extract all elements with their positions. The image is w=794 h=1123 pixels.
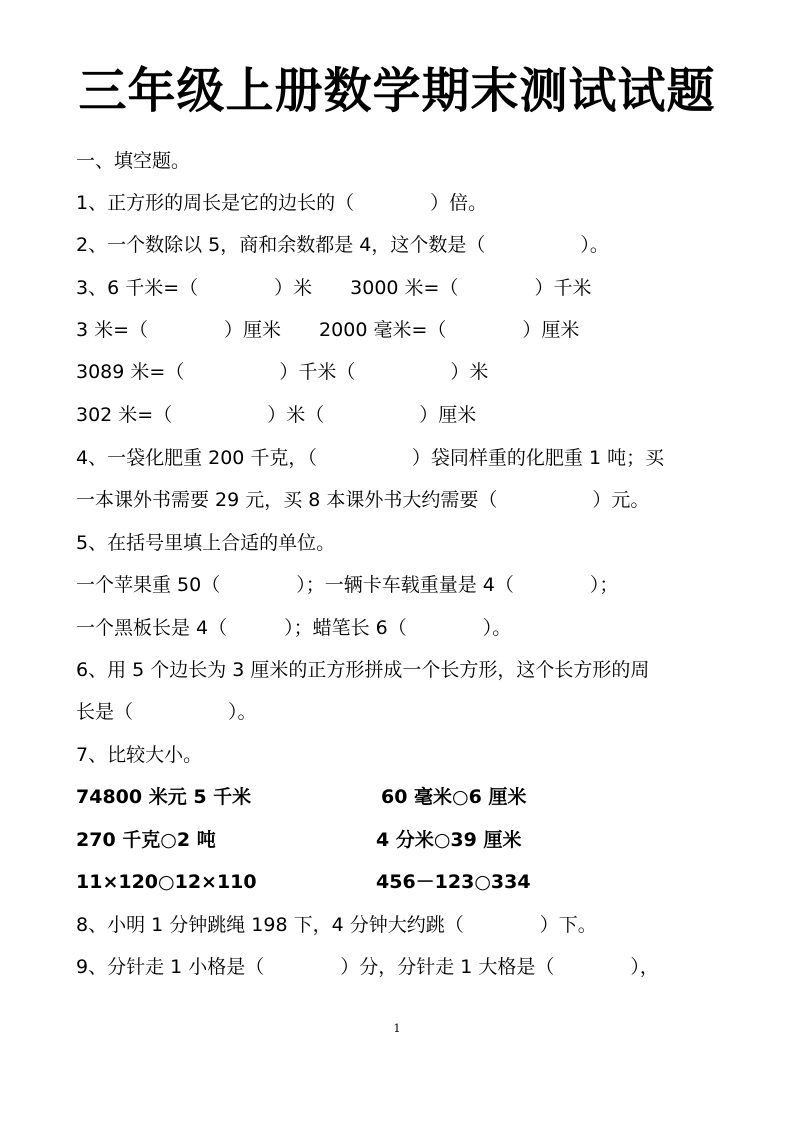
question-5-line-2: 一个黑板长是 4（ ）；蜡笔长 6（ ）。 — [76, 617, 512, 639]
question-1: 1、正方形的周长是它的边长的（ ）倍。 — [76, 192, 488, 214]
question-2: 2、一个数除以 5，商和余数都是 4，这个数是（ ）。 — [76, 234, 609, 256]
page-title: 三年级上册数学期末测试试题 — [78, 63, 716, 119]
compare-item: 11×120○12×110 — [76, 871, 257, 893]
section-heading: 一、填空题。 — [76, 150, 191, 172]
question-5: 5、在括号里填上合适的单位。 — [76, 532, 336, 554]
question-8: 8、小明 1 分钟跳绳 198 下，4 分钟大约跳（ ）下。 — [76, 914, 597, 936]
question-5-line-1: 一个苹果重 50（ ）；一辆卡车载重量是 4（ ）； — [76, 574, 619, 596]
compare-item: 74800 米元 5 千米 — [76, 786, 252, 808]
page-number: 1 — [393, 1022, 401, 1035]
question-4-line-1: 4、一袋化肥重 200 千克，（ ）袋同样重的化肥重 1 吨；买 — [76, 447, 665, 469]
compare-item: 60 毫米○6 厘米 — [381, 786, 527, 808]
compare-item: 456－123○334 — [376, 871, 531, 893]
compare-item: 4 分米○39 厘米 — [376, 829, 522, 851]
question-3-line-1: 3、6 千米=（ ）米 3000 米=（ ）千米 — [76, 277, 592, 299]
question-3-line-3: 3089 米=（ ）千米（ ）米 — [76, 361, 489, 383]
question-6-line-2: 长是（ ）。 — [76, 701, 257, 723]
question-7: 7、比较大小。 — [76, 744, 203, 766]
compare-item: 270 千克○2 吨 — [76, 829, 216, 851]
question-6-line-1: 6、用 5 个边长为 3 厘米的正方形拼成一个长方形，这个长方形的周 — [76, 659, 650, 681]
question-9: 9、分针走 1 小格是（ ）分，分针走 1 大格是（ ）， — [76, 956, 659, 978]
question-3-line-4: 302 米=（ ）米（ ）厘米 — [76, 404, 477, 426]
question-3-line-2: 3 米=（ ）厘米 2000 毫米=（ ）厘米 — [76, 319, 580, 341]
question-4-line-2: 一本课外书需要 29 元，买 8 本课外书大约需要（ ）元。 — [76, 489, 650, 511]
